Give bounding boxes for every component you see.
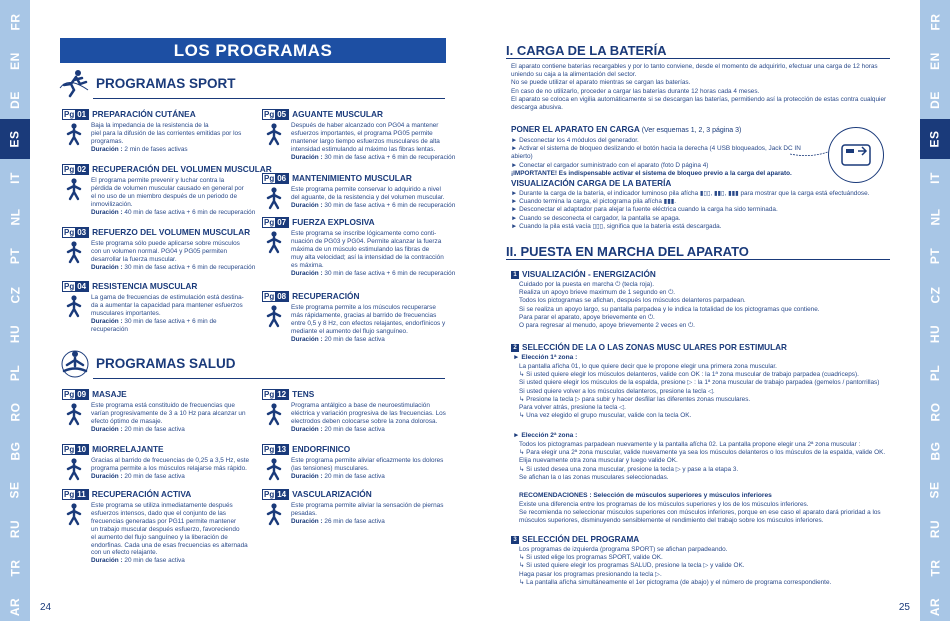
device-lock-illustration xyxy=(828,127,884,183)
program-09 xyxy=(62,388,257,434)
language-sidebar-right xyxy=(920,0,950,621)
program-06-pictogram-icon xyxy=(262,186,286,210)
lang-tab-en: EN xyxy=(927,52,942,70)
lang-tab-hu: HU xyxy=(928,324,942,344)
lang-tab-tr: TR xyxy=(928,559,942,577)
sport-runner-icon xyxy=(58,68,92,98)
program-05-pictogram-icon xyxy=(262,122,286,146)
lang-tab-es: ES xyxy=(920,119,950,159)
program-name: MIORRELAJANTE xyxy=(92,444,164,454)
lang-tab-bg: BG xyxy=(8,441,22,461)
program-name: MANTENIMIENTO MUSCULAR xyxy=(292,173,412,183)
lang-tab-pl: PL xyxy=(928,364,942,382)
program-10-pictogram-icon xyxy=(62,457,86,481)
program-12 xyxy=(262,388,457,434)
salud-section-title: PROGRAMAS SALUD xyxy=(96,355,236,371)
program-name: AGUANTE MUSCULAR xyxy=(292,109,383,119)
section-battery-title: I. CARGA DE LA BATERÍA xyxy=(506,43,667,58)
lang-tab-bg: BG xyxy=(928,441,942,461)
lang-tab-de: DE xyxy=(927,91,942,109)
recommendations-text: Existe una diferencia entre los programas de los músculos superiores y los de los músculos inferiores. Se recomienda no seleccionar músculos superiores con músculos inferiores, porque en ese caso el aparato dará prioridad a los músculos superiores, disminuyendo sensiblemente el rendimiento del trabajo sobre los músculos inferiores. xyxy=(519,501,881,525)
lang-tab-pt: PT xyxy=(928,247,942,265)
program-badge: Pg 14 xyxy=(262,489,289,500)
program-14 xyxy=(262,488,457,526)
section-startup-title: II. PUESTA EN MARCHA DEL APARATO xyxy=(506,244,749,259)
program-description: Programa antálgico a base de neuroestimulación eléctrica y variación progresiva de las frecuencias. Los electrodos deben colocarse sobre la zona dolorosa. Duración : 20 min de fase activa xyxy=(291,402,446,433)
battery-display-subtitle: VISUALIZACIÓN CARGA DE LA BATERÍA xyxy=(511,179,672,188)
program-badge: Pg 04 xyxy=(62,281,89,292)
lang-tab-fr: FR xyxy=(8,13,22,31)
program-name: TENS xyxy=(292,389,315,399)
zone1-text: La pantalla afícha 01, lo que quiere decir que le propone elegir una primera zona muscular. ↳ Si usted quiere elegir los músculos delanteros, valide con OK : la 1ª zona muscular de trabajo parpadea (cuadriceps). Si usted quiere elegir los músculos de la espalda, presione ▷ : la 1ª zona muscular de trabajo parpadea (gemelos / pantorrillas) Si usted quiere volver a los músculos delanteros, presione la tecla ◁. ↳ Presione la tecla ▷ para subir y hacer desfilar las diferentes zonas musculares. Para volver atrás, presione la tecla ◁. ↳ Una vez elegido el grupo muscular, valide con la tecla OK. xyxy=(519,363,880,420)
program-badge: Pg 06 xyxy=(262,173,289,184)
lang-tab-es: ES xyxy=(0,119,30,159)
lang-tab-se: SE xyxy=(927,481,942,499)
lang-tab-ro: RO xyxy=(8,402,22,422)
program-11 xyxy=(62,488,257,565)
program-name: FUERZA EXPLOSIVA xyxy=(292,217,375,227)
program-14-pictogram-icon xyxy=(262,502,286,526)
lang-tab-se: SE xyxy=(7,481,22,499)
charge-subtitle: PONER EL APARATO EN CARGA (Ver esquemas 1, 2, 3 página 3) xyxy=(511,125,742,134)
program-04 xyxy=(62,280,257,334)
battery-display-steps: ► Durante la carga de la batería, el indicador luminoso pila afícha ▮▯▯, ▮▮▯, ▮▮▮ para mostrar que la carga está efectuándose. ► Cuando termina la carga, el pictograma pila afícha ▮▮▮. ► Desconectar el adaptador para alejar la fuente eléctrica cuando la carga ha sido terminada. ► Cuando se desconecta el cargador, la pantalla se apaga. ► Cuando la pila está vacía ▯▯▯, significa que la batería está descargada. xyxy=(511,190,870,230)
program-09-pictogram-icon xyxy=(62,402,86,426)
lang-tab-nl: NL xyxy=(8,208,22,226)
step3-text: Los programas de izquierda (programa SPORT) se afichan parpadeando. ↳ Si usted elige los programas SPORT, valide OK. ↳ Si usted quiere elegir los programas SALUD, presione la tecla ▷ y valide OK. Haga pasar los programas presionando la tecla ▷. ↳ La pantalla afícha simultáneamente el 1er pictograma (de abajo) y el número de programa correspondiente. xyxy=(519,546,832,586)
program-name: RECUPERACIÓN ACTIVA xyxy=(91,489,192,499)
program-description: Este programa permite a los músculos recuperarse más rápidamente, gracias al barrido de frecuencias entre 0,5 y 8 Hz, con efectos relajantes, endorfínicos y mediante el aumento del flujo sanguíneo. Duración : 20 min de fase activa xyxy=(291,304,446,343)
lang-tab-pl: PL xyxy=(8,364,22,382)
program-name: RESISTENCIA MUSCULAR xyxy=(92,281,198,291)
program-name: VASCULARIZACIÓN xyxy=(292,489,372,499)
lang-tab-ro: RO xyxy=(928,402,942,422)
program-name: ENDORFINICO xyxy=(292,444,351,454)
charge-steps: ► Desconectar los 4 módulos del generador. ► Activar el sistema de bloqueo deslizando el botón hacia la derecha (4 USB bloqueados, Jack DC IN abierto) ► Conectar el cargador suministrado con el aparato (foto D página 4) ¡IMPORTANTE! Es indispensable activar el sistema de bloqueo previo a la carga del aparato. xyxy=(511,137,801,177)
lang-tab-cz: CZ xyxy=(8,286,22,304)
page-number-right: 25 xyxy=(898,602,910,613)
step-number-3: 3 xyxy=(511,536,519,544)
program-13 xyxy=(262,443,457,481)
program-07 xyxy=(262,216,457,277)
program-badge: Pg 05 xyxy=(262,109,289,120)
page-number-left: 24 xyxy=(40,602,52,613)
program-description: Este programa está constituido de frecuencias que varían progresivamente de 3 a 10 Hz para alcanzar un efecto óptimo de masaje. Duración : 20 min de fase activa xyxy=(91,402,246,433)
program-description: La gama de frecuencias de estimulación está destina- da a aumentar la capacidad para mantener esfuerzos musculares importantes. Duración : 30 min de fase activa + 6 min de recuperación xyxy=(91,294,244,333)
salud-divider xyxy=(93,378,445,379)
program-11-pictogram-icon xyxy=(62,502,86,526)
lang-tab-it: IT xyxy=(7,172,22,184)
program-description: Este programa se utiliza inmediatamente después esfuerzos intensos, dado que el conjunto de las frecuencias generadas por PG11 permite mantener un trabajo muscular después esfuerzo, favoreciendo el aumento del flujo sanguíneo y la liberación de endorfinas. Cada una de esas frecuencias es alternada con un efecto relajante. Duración : 20 min de fase activa xyxy=(91,502,248,565)
program-description: Baja la impedancia de la resistencia de la piel para la difusión de las corrientes emitidas por los programas. Duración : 2 min de fases activas xyxy=(91,122,242,153)
lang-tab-it: IT xyxy=(927,172,942,184)
language-sidebar-left xyxy=(0,0,30,621)
program-12-pictogram-icon xyxy=(262,402,286,426)
lang-tab-ar: AR xyxy=(928,597,942,617)
lang-tab-fr: FR xyxy=(928,13,942,31)
lang-tab-tr: TR xyxy=(8,559,22,577)
program-01 xyxy=(62,108,257,154)
lang-tab-ar: AR xyxy=(8,597,22,617)
salud-section-header xyxy=(58,348,236,378)
program-01-pictogram-icon xyxy=(62,122,86,146)
program-description: Este programa permite aliviar la sensación de piernas pesadas. Duración : 26 min de fase activa xyxy=(291,502,444,525)
battery-divider xyxy=(506,58,890,59)
step3-title: 3 SELECCIÓN DEL PROGRAMA xyxy=(511,535,639,544)
program-06 xyxy=(262,172,457,210)
program-description: Este programa sólo puede aplicarse sobre músculos con un volumen normal. PG04 y PG05 permiten desarrollar la fuerza muscular. Duración : 30 min de fase activa + 6 min de recuperación xyxy=(91,240,256,271)
step2-title: 2 SELECCIÓN DE LA O LAS ZONAS MUSC ULARES POR ESTIMULAR xyxy=(511,343,787,352)
zone1-title: ► Elección 1ª zona : xyxy=(513,354,578,361)
program-badge: Pg 13 xyxy=(262,444,289,455)
program-name: RECUPERACIÓN DEL VOLUMEN MUSCULAR xyxy=(92,164,272,174)
step1-title: 1 VISUALIZACIÓN - ENERGIZACIÓN xyxy=(511,270,656,279)
program-badge: Pg 02 xyxy=(62,164,89,175)
program-badge: Pg 10 xyxy=(62,444,89,455)
program-08-pictogram-icon xyxy=(262,304,286,328)
step-number-1: 1 xyxy=(511,271,519,279)
program-badge: Pg 03 xyxy=(62,227,89,238)
program-badge: Pg 11 xyxy=(62,489,89,500)
program-05 xyxy=(262,108,457,162)
recommendations-title: RECOMENDACIONES : Selección de músculos superiores y músculos inferiores xyxy=(519,492,772,499)
lang-tab-de: DE xyxy=(7,91,22,109)
battery-intro: El aparato contiene baterías recargables y por lo tanto conviene, desde el momento de adquirirlo, efectuar una carga de 12 horas uniendo su caja a la alimentación del sector. No se puede utilizar el aparato mientras se cargan las baterías. En caso de no utilizarlo, proceder a cargar las baterías durante 12 horas cada 4 meses. El aparato se coloca en vigilia automáticamente si se descargan las baterías, permitiendo así la protección de estas contra cualquier descarga abusiva. xyxy=(511,63,887,112)
program-name: MASAJE xyxy=(92,389,127,399)
lang-tab-cz: CZ xyxy=(928,286,942,304)
zone2-text: Todos los pictogramas parpadean nuevamente y la pantalla afícha 02. La pantalla propone elegir una 2ª zona muscular : ↳ Para elegir una 2ª zona muscular, valide nuevamente ya sea los músculos delanteros o los músculos de la espalda, valide OK. Elija nuevamente otra zona muscular y luego valide OK. ↳ Si usted desea una zona muscular, presione la tecla ▷ y pase a la etapa 3. Se afichan la o las zonas musculares seleccionadas. xyxy=(519,441,886,481)
device-icon xyxy=(834,133,878,177)
program-description: Este programa se inscribe lógicamente como conti- nuación de PG03 y PG04. Permite alcanzar la fuerza máxima de un músculo estimulando las fibras de muy alta velocidad; así la intensidad de la contracción es máxima. Duración : 30 min de fase activa + 6 min de recuperación xyxy=(291,230,456,277)
sport-section-title: PROGRAMAS SPORT xyxy=(96,75,236,91)
lang-tab-ru: RU xyxy=(8,519,22,539)
program-badge: Pg 09 xyxy=(62,389,89,400)
program-badge: Pg 01 xyxy=(62,109,89,120)
program-02 xyxy=(62,163,272,217)
lang-tab-ru: RU xyxy=(928,519,942,539)
program-description: Después de haber alcanzado con PG04 a mantener esfuerzos importantes, el programa PG05 permite mantener largo tiempo esfuerzos musculares de alta intensidad estimulando al máximo las fibras lentas. Duración : 30 min de fase activa + 6 min de recuperación xyxy=(291,122,456,161)
page-title: LOS PROGRAMAS xyxy=(60,38,446,63)
program-08 xyxy=(262,290,457,344)
lang-tab-en: EN xyxy=(7,52,22,70)
zone2-title: ► Elección 2ª zona : xyxy=(513,432,578,439)
sport-divider xyxy=(93,98,445,99)
program-07-pictogram-icon xyxy=(262,230,286,254)
program-13-pictogram-icon xyxy=(262,457,286,481)
program-description: Este programa permite conservar lo adquirido a nivel del aguante, de la resistencia y del volumen muscular. Duración : 30 min de fase activa + 6 min de recuperación xyxy=(291,186,456,209)
lang-tab-hu: HU xyxy=(8,324,22,344)
program-description: Este programa permite aliviar eficazmente los dolores (las tensiones) musculares. Duración : 20 min de fase activa xyxy=(291,457,444,480)
program-04-pictogram-icon xyxy=(62,294,86,318)
program-name: PREPARACIÓN CUTÁNEA xyxy=(92,109,196,119)
program-badge: Pg 07 xyxy=(262,217,289,228)
program-name: RECUPERACIÓN xyxy=(292,291,360,301)
program-03 xyxy=(62,226,257,272)
lang-tab-pt: PT xyxy=(8,247,22,265)
program-badge: Pg 08 xyxy=(262,291,289,302)
device-pointer xyxy=(790,148,830,160)
program-02-pictogram-icon xyxy=(62,177,86,201)
startup-divider xyxy=(506,259,890,260)
salud-meditation-icon xyxy=(58,348,92,378)
lang-tab-nl: NL xyxy=(928,208,942,226)
program-10 xyxy=(62,443,257,481)
program-name: REFUERZO DEL VOLUMEN MUSCULAR xyxy=(92,227,251,237)
program-description: Gracias al barrido de frecuencias de 0,25 a 3,5 Hz, este programa permite a los músculos relajarse más rápido. Duración : 20 min de fase activa xyxy=(91,457,250,480)
step-number-2: 2 xyxy=(511,344,519,352)
program-description: El programa permite prevenir y luchar contra la pérdida de volumen muscular causado en general por el no uso de un miembro después de un periodo de inmovilización. Duración : 40 min de fase activa + 6 min de recuperación xyxy=(91,177,256,216)
program-03-pictogram-icon xyxy=(62,240,86,264)
program-badge: Pg 12 xyxy=(262,389,289,400)
sport-section-header xyxy=(58,68,236,98)
step1-text: Cuidado por la puesta en marcha ⏻ (tecla roja). Realiza un apoyo brieve maximum de 1 segundo en ⏻. Todos los pictogramas se afichan, después los músculos delanteros parpadean. Si se realiza un apoyo largo, su pantalla parpadea y le indica la totalidad de los pictogramas que contiene. Para parar el aparato, apoye brievemente en ⏻. O para regresar al menudo, apoye brievemente 2 veces en ⏻. xyxy=(519,281,820,330)
